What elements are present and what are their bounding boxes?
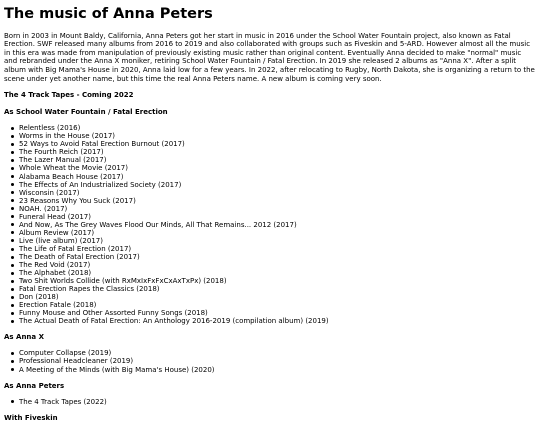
album-list-item: Fatal Erection Rapes the Classics (2018) [19, 285, 536, 293]
album-list-item: Whole Wheat the Movie (2017) [19, 164, 536, 172]
album-list [4, 398, 536, 406]
album-list-item: A Meeting of the Minds (with Big Mama's House) (2020) [19, 366, 536, 374]
album-list-item: The Lazer Manual (2017) [19, 156, 536, 164]
section-heading: As Anna Peters [4, 381, 65, 390]
album-list-item: Relentless (2016) [19, 124, 536, 132]
album-list-item: The Life of Fatal Erection (2017) [19, 245, 536, 253]
section-heading: With Fiveskin [4, 413, 58, 422]
section-heading: As School Water Fountain / Fatal Erection [4, 108, 168, 117]
album-list-item: The 4 Track Tapes (2022) [19, 398, 536, 406]
album-list-item: The Actual Death of Fatal Erection: An Anthology 2016-2019 (compilation album) (2019) [19, 317, 536, 325]
album-list-item: Don (2018) [19, 293, 536, 301]
album-list-item: Wisconsin (2017) [19, 189, 536, 197]
page-title: The music of Anna Peters [4, 6, 213, 22]
discography [4, 108, 536, 422]
album-list [4, 349, 536, 373]
album-list-item: Erection Fatale (2018) [19, 301, 536, 309]
album-list-item: Two Shit Worlds Collide (with RxMxIxFxFxCxAxTxPx) (2018) [19, 277, 536, 285]
album-list-item: And Now, As The Grey Waves Flood Our Minds, All That Remains... 2012 (2017) [19, 221, 536, 229]
album-list-item: The Alphabet (2018) [19, 269, 536, 277]
album-list [4, 124, 536, 325]
album-list-item: Live (live album) (2017) [19, 237, 536, 245]
album-list-item: Professional Headcleaner (2019) [19, 357, 536, 365]
section-heading: As Anna X [4, 333, 44, 342]
album-list-item: Funeral Head (2017) [19, 213, 536, 221]
album-list-item: Funny Mouse and Other Assorted Funny Songs (2018) [19, 309, 536, 317]
album-list-item: Album Review (2017) [19, 229, 536, 237]
album-list-item: 23 Reasons Why You Suck (2017) [19, 197, 536, 205]
album-list-item: Computer Collapse (2019) [19, 349, 536, 357]
album-list-item: Worms in the House (2017) [19, 132, 536, 140]
album-list-item: The Fourth Reich (2017) [19, 148, 536, 156]
album-list-item: NOAH. (2017) [19, 205, 536, 213]
bio-paragraph: Born in 2003 in Mount Baldy, California, Anna Peters got her start in music in 2016 under the School Water Fountain project, also known as Fatal Erection. SWF released many albums from 2016 to 2019 and also collaborated with groups such as Fiveskin and 5-ARD. However almost all the music in this era was made from manipulation of previously existing music rather than original content. Eventually Anna decided to make "normal" music and rebranded under the Anna X moniker, retiring School Water Fountain / Fatal Erection. In 2019 she released 2 albums as "Anna X". After a split album with Big Mama's House in 2020, Anna laid low for a few years. In 2022, after relocating to Rugby, North Dakota, she is organizing a return to the scene under yet another name, but this time the real Anna Peters name. A new album is coming very soon. [4, 31, 535, 83]
album-list-item: The Effects of An Industrialized Society (2017) [19, 181, 536, 189]
coming-soon-notice: The 4 Track Tapes - Coming 2022 [4, 91, 134, 100]
album-list-item: The Death of Fatal Erection (2017) [19, 253, 536, 261]
album-list-item: The Red Void (2017) [19, 261, 536, 269]
album-list-item: 52 Ways to Avoid Fatal Erection Burnout (2017) [19, 140, 536, 148]
album-list-item: Alabama Beach House (2017) [19, 173, 536, 181]
